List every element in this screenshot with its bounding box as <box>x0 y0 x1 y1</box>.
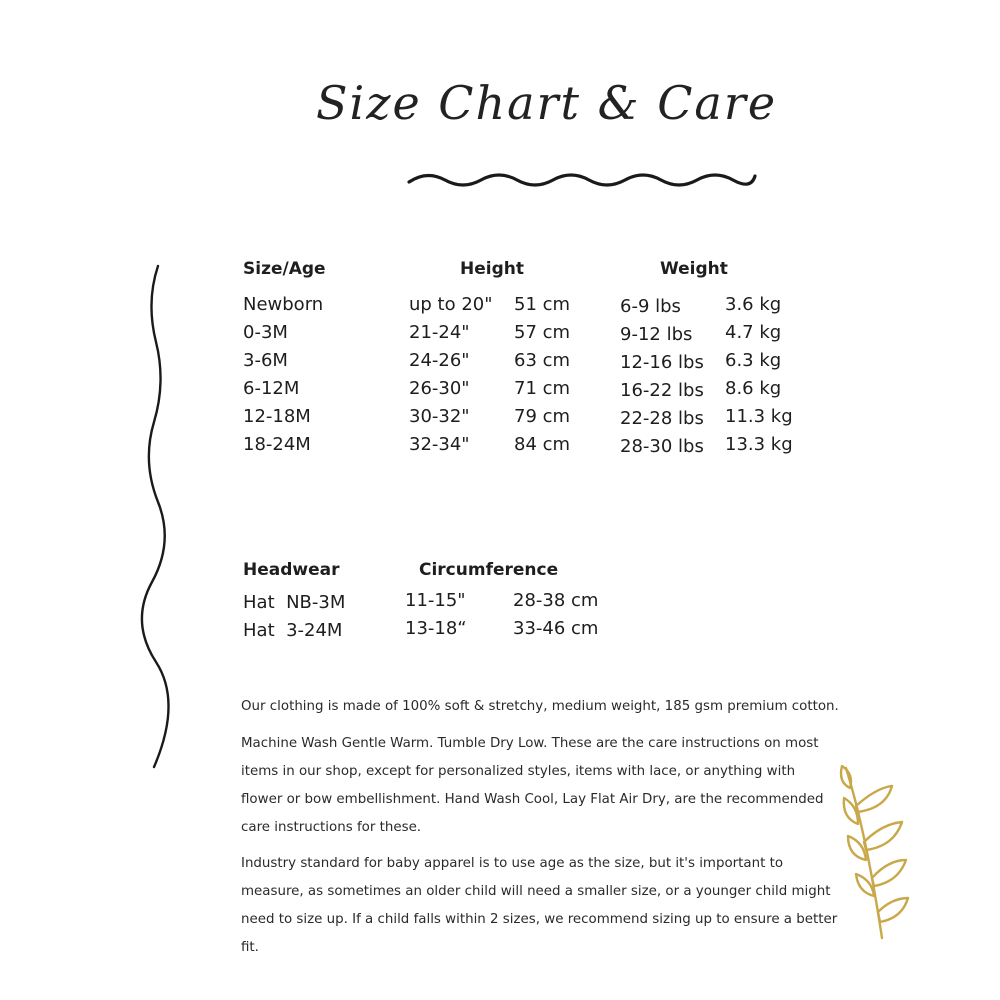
weight-lbs-cell: 28-30 lbs <box>620 436 704 457</box>
circumference-cm-cell: 33-46 cm <box>513 618 599 639</box>
header-circumference: Circumference <box>419 560 559 580</box>
height-cm-cell: 71 cm <box>514 378 571 399</box>
height-in-cell: 32-34" <box>409 434 470 455</box>
size-cell: 12-18M <box>243 406 311 427</box>
height-cm-cell: 84 cm <box>514 434 571 455</box>
height-cm-cell: 63 cm <box>514 350 571 371</box>
weight-lbs-cell: 6-9 lbs <box>620 296 681 317</box>
vertical-wave-icon <box>138 262 178 772</box>
weight-kg-cell: 6.3 kg <box>725 350 782 371</box>
size-cell: 0-3M <box>243 322 288 343</box>
header-headwear: Headwear <box>243 560 340 580</box>
circumference-in-cell: 13-18“ <box>405 618 467 639</box>
height-in-cell: 24-26" <box>409 350 470 371</box>
header-height: Height <box>460 259 524 279</box>
page-title: Size Chart & Care <box>316 76 778 130</box>
leaf-sprig-icon <box>836 762 916 942</box>
headwear-item-cell: Hat NB-3M <box>243 592 346 613</box>
weight-kg-cell: 13.3 kg <box>725 434 793 455</box>
height-in-cell: 21-24" <box>409 322 470 343</box>
circumference-in-cell: 11-15" <box>405 590 466 611</box>
weight-kg-cell: 3.6 kg <box>725 294 782 315</box>
size-cell: 3-6M <box>243 350 288 371</box>
height-in-cell: 26-30" <box>409 378 470 399</box>
headwear-item-cell: Hat 3-24M <box>243 620 343 641</box>
weight-lbs-cell: 12-16 lbs <box>620 352 704 373</box>
weight-lbs-cell: 22-28 lbs <box>620 408 704 429</box>
wave-divider-icon <box>405 168 757 192</box>
circumference-cm-cell: 28-38 cm <box>513 590 599 611</box>
height-cm-cell: 57 cm <box>514 322 571 343</box>
weight-lbs-cell: 16-22 lbs <box>620 380 704 401</box>
size-cell: 6-12M <box>243 378 300 399</box>
weight-lbs-cell: 9-12 lbs <box>620 324 693 345</box>
material-paragraph: Our clothing is made of 100% soft & stretchy, medium weight, 185 gsm premium cotton. <box>241 699 839 714</box>
header-size-age: Size/Age <box>243 259 326 279</box>
height-cm-cell: 79 cm <box>514 406 571 427</box>
header-weight: Weight <box>660 259 728 279</box>
height-in-cell: up to 20" <box>409 294 493 315</box>
height-in-cell: 30-32" <box>409 406 470 427</box>
height-cm-cell: 51 cm <box>514 294 571 315</box>
weight-kg-cell: 8.6 kg <box>725 378 782 399</box>
sizing-advice-paragraph: Industry standard for baby apparel is to use age as the size, but it's important to measure, as sometimes an older child will need a smaller size, or a younger child might need to size up. If a child falls within 2 sizes, we recommend sizing up to ensure a better fit. <box>241 856 838 955</box>
weight-kg-cell: 4.7 kg <box>725 322 782 343</box>
size-cell: Newborn <box>243 294 324 315</box>
weight-kg-cell: 11.3 kg <box>725 406 793 427</box>
size-cell: 18-24M <box>243 434 311 455</box>
care-instructions-paragraph: Machine Wash Gentle Warm. Tumble Dry Low. These are the care instructions on most items in our shop, except for personalized styles, items with lace, or anything with flower or bow embellishment. Hand Wash Cool, Lay Flat Air Dry, are the recommended care instructions for these. <box>241 736 824 835</box>
